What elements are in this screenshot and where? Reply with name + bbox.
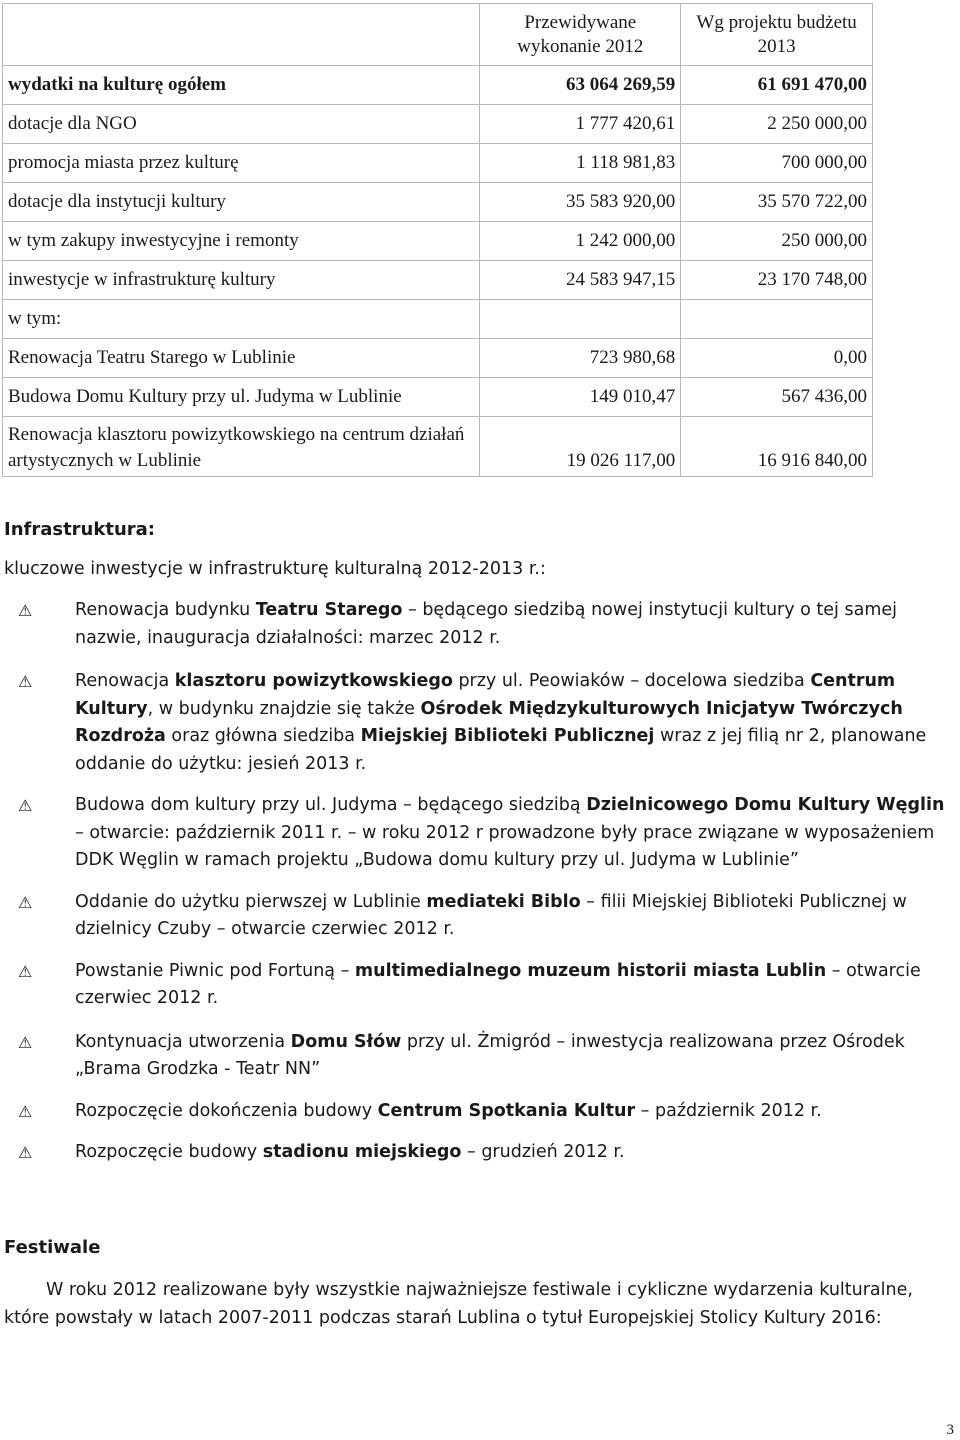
warning-bullet-icon: ⚠ bbox=[18, 1032, 33, 1052]
festivals-paragraph: W roku 2012 realizowane były wszystkie najważniejsze festiwale i cykliczne wydarzenia kulturalne, które powstały w latach 2007-2011 podczas starań Lublina o tytuł Europejskiej Stolicy Kultury 2016: bbox=[4, 1280, 913, 1328]
header-2012: Przewidywane wykonanie 2012 bbox=[480, 4, 681, 66]
table-row bbox=[3, 339, 873, 378]
row-label: Renowacja klasztoru powizytkowskiego na centrum działań artystycznych w Lublinie bbox=[3, 417, 480, 477]
table-row bbox=[3, 300, 873, 339]
value-2013: 16 916 840,00 bbox=[681, 417, 873, 477]
infrastructure-list bbox=[0, 597, 958, 1167]
bold-segment: Teatru Starego bbox=[255, 600, 403, 620]
text-segment: oraz główna siedziba bbox=[165, 726, 361, 746]
table-row bbox=[3, 66, 873, 105]
row-label: promocja miasta przez kulturę bbox=[3, 144, 480, 183]
bold-segment: Dzielnicowego Domu Kultury Węglin bbox=[586, 795, 945, 815]
table-row bbox=[3, 222, 873, 261]
header-label-cell bbox=[3, 4, 480, 66]
value-2013: 2 250 000,00 bbox=[681, 105, 873, 144]
infrastructure-subheading: kluczowe inwestycje w infrastrukturę kulturalną 2012-2013 r.: bbox=[4, 559, 546, 579]
list-item bbox=[0, 792, 958, 875]
text-segment: Renowacja bbox=[75, 671, 175, 691]
text-segment: Powstanie Piwnic pod Fortuną – bbox=[75, 960, 355, 981]
text-segment: – otwarcie: październik 2011 r. – w roku 2012 r prowadzone były prace związane w wyposażeniem DDK Węglin w ramach projektu „Budowa domu kultury przy ul. Judyma w Lublinie” bbox=[75, 822, 935, 870]
value-2012: 35 583 920,00 bbox=[480, 183, 681, 222]
value-2012: 24 583 947,15 bbox=[480, 261, 681, 300]
festivals-heading: Festiwale bbox=[4, 1237, 101, 1258]
bold-segment: Domu Słów bbox=[290, 1031, 402, 1052]
text-segment: – październik 2012 r. bbox=[635, 1100, 822, 1121]
value-2012: 19 026 117,00 bbox=[480, 417, 681, 477]
row-label: Renowacja Teatru Starego w Lublinie bbox=[3, 339, 480, 378]
list-item bbox=[0, 1139, 958, 1167]
text-segment: – grudzień 2012 r. bbox=[461, 1142, 625, 1162]
table-row bbox=[3, 144, 873, 183]
value-2013 bbox=[681, 300, 873, 339]
value-2013: 61 691 470,00 bbox=[681, 66, 873, 105]
value-2012: 1 118 981,83 bbox=[480, 144, 681, 183]
bold-segment: Ośrodek Międzykulturowych Inicjatyw Twórczych Rozdroża bbox=[75, 698, 903, 746]
text-segment: Rozpoczęcie budowy bbox=[75, 1142, 263, 1162]
table-row bbox=[3, 261, 873, 300]
row-label: w tym zakupy inwestycyjne i remonty bbox=[3, 222, 480, 261]
header-2013: Wg projektu budżetu 2013 bbox=[681, 4, 873, 66]
text-segment: wraz z jej filią nr 2, planowane oddanie do użytku: jesień 2013 r. bbox=[75, 726, 927, 774]
value-2013: 35 570 722,00 bbox=[681, 183, 873, 222]
bold-segment: klasztoru powizytkowskiego bbox=[174, 671, 453, 691]
list-item bbox=[0, 1098, 958, 1126]
row-label: inwestycje w infrastrukturę kultury bbox=[3, 261, 480, 300]
list-item bbox=[0, 1029, 958, 1084]
value-2013: 700 000,00 bbox=[681, 144, 873, 183]
row-label: w tym: bbox=[3, 300, 480, 339]
warning-bullet-icon: ⚠ bbox=[18, 601, 33, 620]
text-segment: Rozpoczęcie dokończenia budowy bbox=[75, 1100, 378, 1121]
list-item bbox=[0, 668, 958, 778]
bold-segment: multimedialnego muzeum historii miasta Lublin bbox=[354, 960, 827, 981]
table-row bbox=[3, 183, 873, 222]
table-row bbox=[3, 417, 873, 477]
value-2012: 1 242 000,00 bbox=[480, 222, 681, 261]
bold-segment: mediateki Biblo bbox=[426, 891, 581, 912]
row-label: dotacje dla NGO bbox=[3, 105, 480, 144]
text-segment: – będącego siedzibą nowej instytucji kultury o tej samej nazwie, inauguracja działalności: marzec 2012 r. bbox=[75, 600, 897, 648]
text-segment: , w budynku znajdzie się także bbox=[147, 698, 421, 719]
text-segment: przy ul. Peowiaków – docelowa siedziba bbox=[452, 671, 811, 691]
list-item bbox=[0, 958, 958, 1013]
value-2012: 149 010,47 bbox=[480, 378, 681, 417]
text-segment: Renowacja budynku bbox=[75, 600, 256, 620]
text-segment: – otwarcie czerwiec 2012 r. bbox=[75, 960, 921, 1008]
table-row bbox=[3, 105, 873, 144]
warning-bullet-icon: ⚠ bbox=[18, 1101, 33, 1121]
page-number: 3 bbox=[946, 1422, 954, 1438]
row-label: wydatki na kulturę ogółem bbox=[3, 66, 480, 105]
warning-bullet-icon: ⚠ bbox=[18, 796, 33, 815]
bold-segment: Miejskiej Biblioteki Publicznej bbox=[360, 726, 655, 746]
bold-segment: stadionu miejskiego bbox=[262, 1142, 462, 1162]
infrastructure-heading: Infrastruktura: bbox=[4, 519, 155, 540]
budget-table bbox=[2, 3, 873, 477]
warning-bullet-icon: ⚠ bbox=[18, 1143, 33, 1162]
row-label: dotacje dla instytucji kultury bbox=[3, 183, 480, 222]
value-2012: 1 777 420,61 bbox=[480, 105, 681, 144]
text-segment: Kontynuacja utworzenia bbox=[75, 1031, 291, 1052]
value-2012: 63 064 269,59 bbox=[480, 66, 681, 105]
text-segment: przy ul. Żmigród – inwestycja realizowana przez Ośrodek „Brama Grodzka - Teatr NN” bbox=[75, 1031, 905, 1079]
value-2012 bbox=[480, 300, 681, 339]
warning-bullet-icon: ⚠ bbox=[18, 672, 33, 691]
list-item bbox=[0, 597, 958, 652]
value-2013: 23 170 748,00 bbox=[681, 261, 873, 300]
value-2013: 0,00 bbox=[681, 339, 873, 378]
text-segment: Budowa dom kultury przy ul. Judyma – będącego siedzibą bbox=[75, 795, 587, 815]
value-2012: 723 980,68 bbox=[480, 339, 681, 378]
bold-segment: Centrum Kultury bbox=[75, 671, 896, 719]
bold-segment: Centrum Spotkania Kultur bbox=[377, 1100, 636, 1121]
row-label: Budowa Domu Kultury przy ul. Judyma w Lublinie bbox=[3, 378, 480, 417]
list-item bbox=[0, 889, 958, 944]
warning-bullet-icon: ⚠ bbox=[18, 892, 33, 912]
text-segment: – filii Miejskiej Biblioteki Publicznej w dzielnicy Czuby – otwarcie czerwiec 2012 r. bbox=[75, 891, 907, 939]
text-segment: Oddanie do użytku pierwszej w Lublinie bbox=[75, 891, 427, 912]
value-2013: 567 436,00 bbox=[681, 378, 873, 417]
table-row bbox=[3, 378, 873, 417]
warning-bullet-icon: ⚠ bbox=[18, 961, 33, 981]
table-header-row bbox=[3, 4, 873, 66]
value-2013: 250 000,00 bbox=[681, 222, 873, 261]
